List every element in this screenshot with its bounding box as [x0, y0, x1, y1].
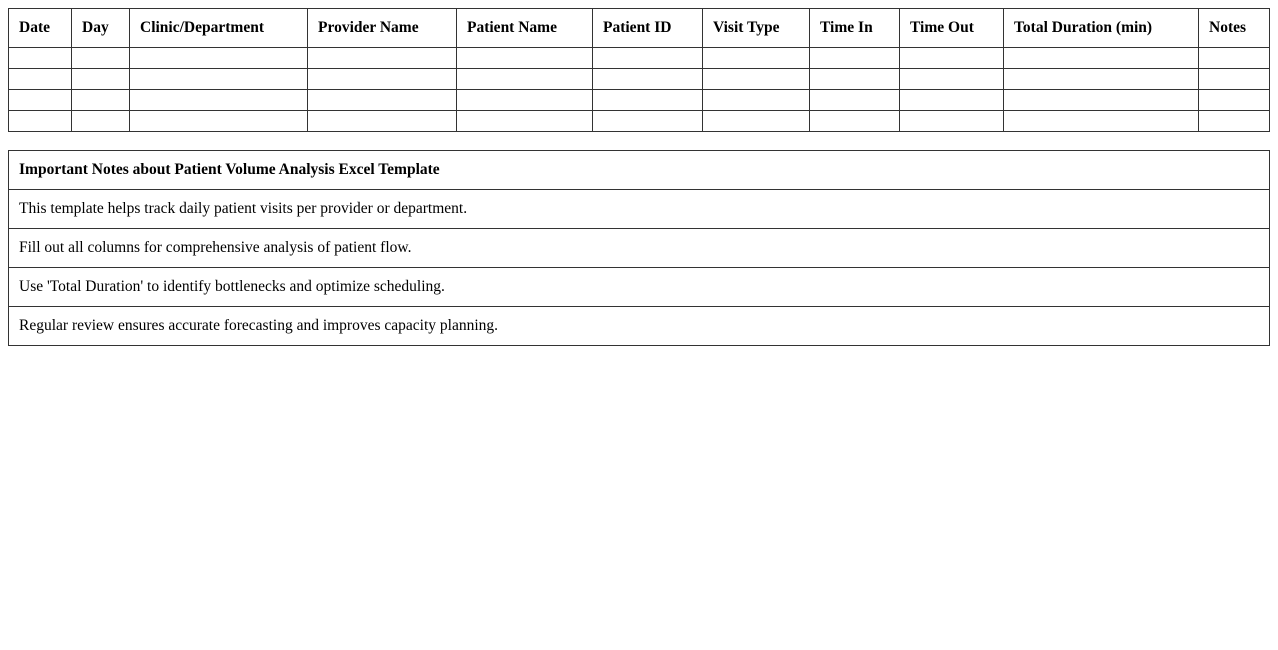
- note-row: [9, 190, 1270, 229]
- note-row: [9, 307, 1270, 346]
- table-cell[interactable]: [308, 90, 457, 111]
- table-cell[interactable]: [308, 48, 457, 69]
- table-cell[interactable]: [810, 90, 900, 111]
- table-row: [9, 111, 1270, 132]
- column-header-patient-name: Patient Name: [457, 9, 593, 48]
- table-cell[interactable]: [1004, 111, 1199, 132]
- table-body: [9, 48, 1270, 132]
- table-cell[interactable]: [308, 69, 457, 90]
- note-item: Fill out all columns for comprehensive analysis of patient flow.: [9, 229, 1270, 268]
- column-header-clinic-department: Clinic/Department: [130, 9, 308, 48]
- table-cell[interactable]: [703, 90, 810, 111]
- column-header-time-out: Time Out: [900, 9, 1004, 48]
- note-item: This template helps track daily patient visits per provider or department.: [9, 190, 1270, 229]
- table-cell[interactable]: [703, 48, 810, 69]
- table-cell[interactable]: [72, 69, 130, 90]
- table-cell[interactable]: [457, 48, 593, 69]
- table-cell[interactable]: [1199, 48, 1270, 69]
- table-cell[interactable]: [9, 48, 72, 69]
- table-cell[interactable]: [308, 111, 457, 132]
- note-row: [9, 229, 1270, 268]
- table-cell[interactable]: [1199, 90, 1270, 111]
- column-header-notes: Notes: [1199, 9, 1270, 48]
- column-header-total-duration: Total Duration (min): [1004, 9, 1199, 48]
- note-item: Use 'Total Duration' to identify bottlenecks and optimize scheduling.: [9, 268, 1270, 307]
- note-row: [9, 268, 1270, 307]
- table-cell[interactable]: [130, 111, 308, 132]
- table-cell[interactable]: [593, 69, 703, 90]
- table-cell[interactable]: [593, 111, 703, 132]
- table-cell[interactable]: [130, 69, 308, 90]
- column-header-date: Date: [9, 9, 72, 48]
- table-cell[interactable]: [810, 48, 900, 69]
- table-cell[interactable]: [130, 90, 308, 111]
- table-cell[interactable]: [810, 69, 900, 90]
- table-cell[interactable]: [9, 111, 72, 132]
- table-row: [9, 90, 1270, 111]
- table-cell[interactable]: [9, 90, 72, 111]
- table-cell[interactable]: [1004, 69, 1199, 90]
- notes-heading: Important Notes about Patient Volume Analysis Excel Template: [9, 151, 1270, 190]
- table-cell[interactable]: [1199, 111, 1270, 132]
- header-row: [9, 9, 1270, 48]
- table-cell[interactable]: [703, 69, 810, 90]
- table-cell[interactable]: [72, 111, 130, 132]
- table-header: [9, 9, 1270, 48]
- table-cell[interactable]: [457, 90, 593, 111]
- table-cell[interactable]: [72, 48, 130, 69]
- table-cell[interactable]: [900, 69, 1004, 90]
- table-cell[interactable]: [9, 69, 72, 90]
- column-header-day: Day: [72, 9, 130, 48]
- table-cell[interactable]: [1199, 69, 1270, 90]
- table-cell[interactable]: [72, 90, 130, 111]
- table-cell[interactable]: [130, 48, 308, 69]
- table-cell[interactable]: [900, 90, 1004, 111]
- notes-heading-row: [9, 151, 1270, 190]
- table-row: [9, 69, 1270, 90]
- table-cell[interactable]: [810, 111, 900, 132]
- table-cell[interactable]: [457, 111, 593, 132]
- column-header-provider-name: Provider Name: [308, 9, 457, 48]
- patient-visit-table: [8, 8, 1270, 132]
- column-header-visit-type: Visit Type: [703, 9, 810, 48]
- note-item: Regular review ensures accurate forecasting and improves capacity planning.: [9, 307, 1270, 346]
- table-cell[interactable]: [1004, 48, 1199, 69]
- table-cell[interactable]: [457, 69, 593, 90]
- column-header-time-in: Time In: [810, 9, 900, 48]
- column-header-patient-id: Patient ID: [593, 9, 703, 48]
- important-notes-table: [8, 150, 1270, 346]
- table-cell[interactable]: [593, 48, 703, 69]
- table-cell[interactable]: [703, 111, 810, 132]
- table-cell[interactable]: [900, 48, 1004, 69]
- table-cell[interactable]: [593, 90, 703, 111]
- table-cell[interactable]: [900, 111, 1004, 132]
- table-row: [9, 48, 1270, 69]
- table-cell[interactable]: [1004, 90, 1199, 111]
